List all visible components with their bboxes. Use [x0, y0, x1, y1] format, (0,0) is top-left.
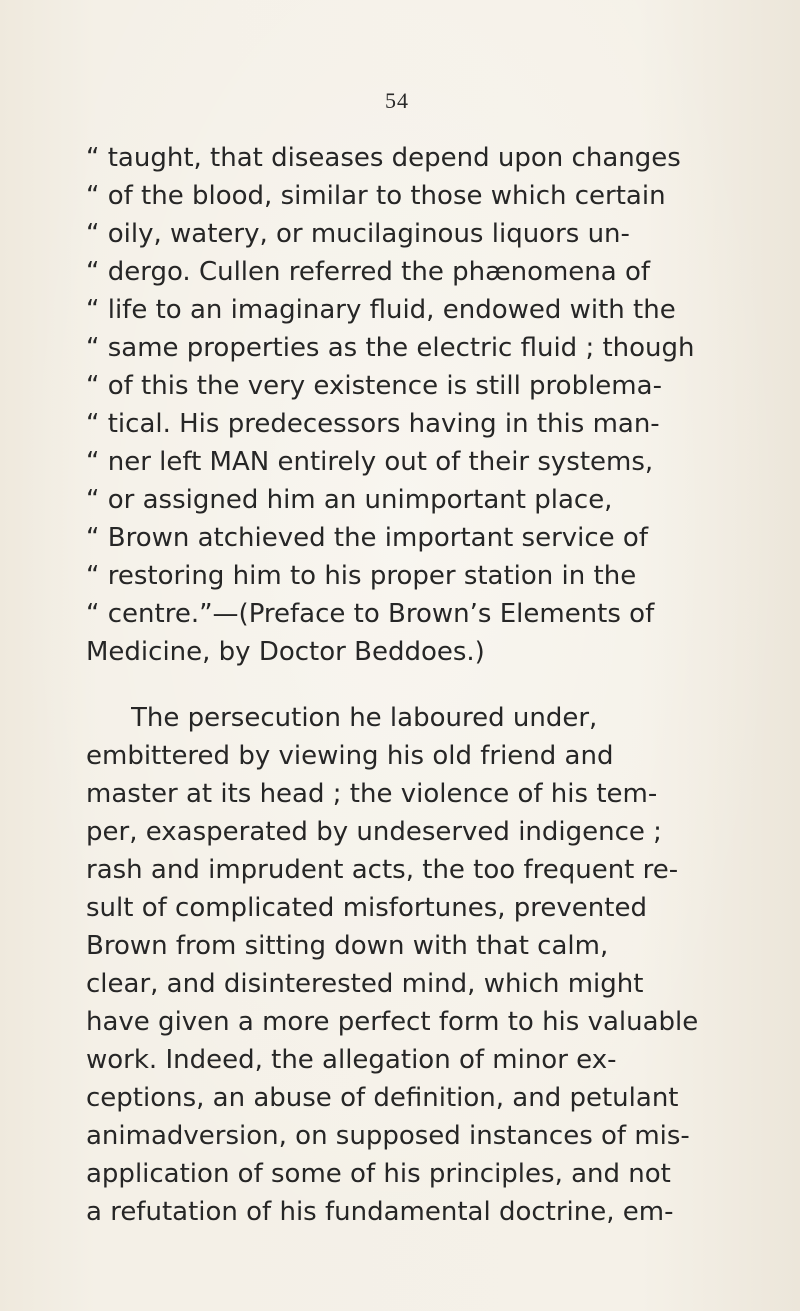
text-line: have given a more perfect form to his valuable — [86, 1007, 699, 1037]
text-line: “ of the blood, similar to those which certain — [86, 181, 666, 211]
text-line: “ taught, that diseases depend upon changes — [86, 143, 681, 173]
text-line: rash and imprudent acts, the too frequent re- — [86, 855, 679, 885]
text-line: per, exasperated by undeserved indigence ; — [86, 817, 662, 847]
text-line: clear, and disinterested mind, which might — [86, 969, 644, 999]
text-line: application of some of his principles, and not — [86, 1159, 671, 1189]
text-line: “ Brown atchieved the important service of — [86, 523, 648, 553]
text-line: “ restoring him to his proper station in the — [86, 561, 637, 591]
text-line: “ of this the very existence is still problema- — [86, 371, 662, 401]
page-number: 54 — [385, 88, 409, 113]
text-line: embittered by viewing his old friend and — [86, 741, 614, 771]
text-line: “ life to an imaginary fluid, endowed with the — [86, 295, 676, 325]
text-line: work. Indeed, the allegation of minor ex- — [86, 1045, 617, 1075]
text-line: “ centre.”—(Preface to Brown’s Elements of — [86, 599, 655, 629]
text-line: “ oily, watery, or mucilaginous liquors un- — [86, 219, 630, 249]
text-line: “ or assigned him an unimportant place, — [86, 485, 613, 515]
text-line: “ dergo. Cullen referred the phænomena of — [86, 257, 651, 287]
text-line: “ ner left MAN entirely out of their systems, — [86, 447, 654, 477]
text-line: Brown from sitting down with that calm, — [86, 931, 609, 961]
paragraph-start-line: The persecution he laboured under, — [131, 703, 598, 733]
text-line: “ tical. His predecessors having in this man- — [86, 409, 660, 439]
text-line: ceptions, an abuse of definition, and petulant — [86, 1083, 679, 1113]
text-line: a refutation of his fundamental doctrine, em- — [86, 1197, 674, 1227]
text-line: “ same properties as the electric fluid ; though — [86, 333, 695, 363]
text-line: animadversion, on supposed instances of mis- — [86, 1121, 690, 1151]
text-line: master at its head ; the violence of his tem- — [86, 779, 658, 809]
text-line: sult of complicated misfortunes, prevented — [86, 893, 647, 923]
text-line: Medicine, by Doctor Beddoes.) — [86, 637, 485, 667]
